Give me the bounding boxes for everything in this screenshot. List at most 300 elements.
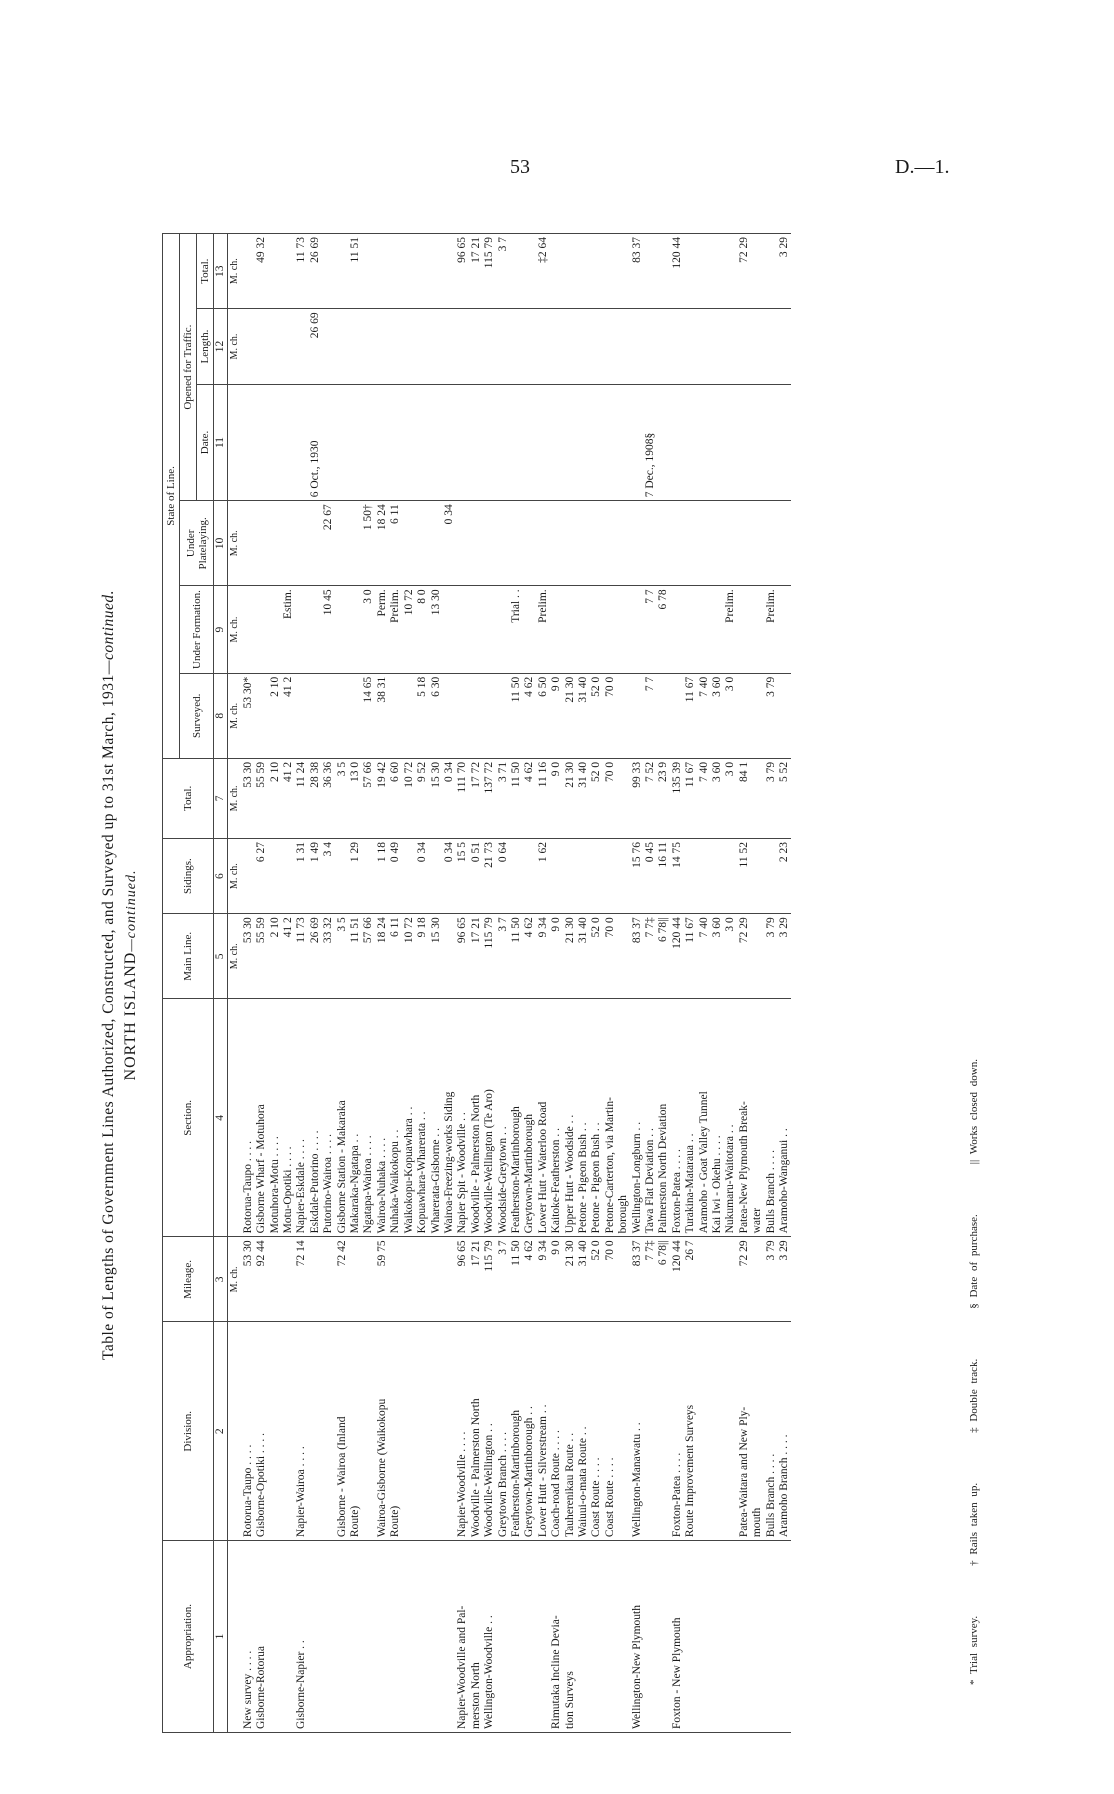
table-row (416, 234, 429, 1733)
table-cell (631, 586, 644, 673)
table-cell: 3 0 (724, 758, 737, 838)
table-cell (456, 309, 469, 384)
table-cell: 53 30 (242, 1237, 255, 1322)
table-cell (403, 1541, 416, 1733)
table-cell (698, 384, 711, 501)
table-cell: Kaitoke-Featherston . . (550, 999, 563, 1237)
table-cell: 31 40 (577, 914, 590, 999)
table-cell: 11 73 (295, 234, 308, 309)
table-cell: 70 0 (604, 914, 617, 999)
table-cell (282, 1322, 295, 1541)
table-cell (590, 384, 603, 501)
table-row (698, 234, 711, 1733)
table-cell (604, 838, 617, 913)
table-cell (497, 309, 510, 384)
table-cell: 0 34 (443, 758, 456, 838)
table-cell: 15 30 (430, 914, 443, 999)
table-cell: Coast Route . . . . (604, 1322, 617, 1541)
table-cell: 5 52 (778, 758, 791, 838)
table-cell: 36 36 (322, 758, 335, 838)
table-cell: 53 30 (242, 758, 255, 838)
table-cell: Motuhora-Motu . . . . (269, 999, 282, 1237)
table-cell (590, 838, 603, 913)
table-cell (309, 673, 322, 758)
table-cell (724, 309, 737, 384)
table-cell (724, 838, 737, 913)
table-cell (336, 234, 349, 309)
table-cell: Rimutaka Incline Devia- (550, 1541, 563, 1733)
table-cell: 59 75 (376, 1237, 389, 1322)
table-cell: Woodville - Palmerston North (470, 1322, 483, 1541)
header-state-of-line: State of Line. (163, 234, 180, 759)
table-cell: 53 30* (242, 673, 255, 758)
col-num: 7 (214, 758, 228, 838)
table-cell (309, 501, 322, 586)
table-cell (644, 501, 657, 586)
col-num: 6 (214, 838, 228, 913)
table-cell: 17 72 (470, 758, 483, 838)
table-cell (497, 673, 510, 758)
table-cell: Greytown-Martinborough . . (523, 1322, 536, 1541)
table-cell: 6 27 (255, 838, 268, 913)
table-cell: 49 32 (255, 234, 268, 309)
table-cell (550, 501, 563, 586)
table-cell: 7 40 (698, 758, 711, 838)
table-cell: 11 52 (738, 838, 751, 913)
table-cell: 26 69 (309, 234, 322, 309)
table-cell: Upper Hutt - Woodside . . (564, 999, 577, 1237)
table-cell (349, 501, 362, 586)
table-cell (604, 501, 617, 586)
table-cell: 3 71 (497, 758, 510, 838)
table-row (537, 234, 550, 1733)
table-cell (711, 838, 724, 913)
table-cell: 3 5 (336, 914, 349, 999)
table-cell: 10 72 (403, 914, 416, 999)
table-cell: 3 7 (497, 1237, 510, 1322)
table-cell (336, 384, 349, 501)
table-cell (403, 309, 416, 384)
table-row (657, 234, 670, 1733)
table-cell (564, 384, 577, 501)
table-cell: 3 60 (711, 914, 724, 999)
table-cell (269, 234, 282, 309)
table-cell (604, 586, 617, 673)
table-cell: 57 66 (362, 758, 375, 838)
table-cell (255, 309, 268, 384)
table-cell: Motu-Opotiki . . . . (282, 999, 295, 1237)
table-cell (711, 1237, 724, 1322)
table-cell (765, 309, 778, 384)
table-cell: 52 0 (590, 914, 603, 999)
table-cell (309, 586, 322, 673)
table-cell: Perm. (376, 586, 389, 673)
table-cell: 17 21 (470, 914, 483, 999)
table-cell (751, 1541, 764, 1733)
table-title: Table of Lengths of Government Lines Authorized, Constructed, and Surveyed up to 31st March, 1931—continued. (100, 589, 117, 1361)
table-cell: Gisborne-Opotiki . . . . (255, 1322, 268, 1541)
table-cell (269, 309, 282, 384)
table-cell (577, 384, 590, 501)
table-cell: merston North (470, 1541, 483, 1733)
table-cell: 92 44 (255, 1237, 268, 1322)
table-cell (523, 838, 536, 913)
table-cell (269, 1322, 282, 1541)
table-cell: 11 67 (684, 758, 697, 838)
table-cell (604, 1541, 617, 1733)
table-cell: 17 21 (470, 1237, 483, 1322)
table-cell (349, 384, 362, 501)
table-cell (537, 501, 550, 586)
table-cell (483, 384, 496, 501)
table-cell: 9 52 (416, 758, 429, 838)
table-cell: 11 50 (510, 758, 523, 838)
table-cell (242, 234, 255, 309)
table-cell: tion Surveys (564, 1541, 577, 1733)
table-cell (282, 1541, 295, 1733)
table-cell (671, 586, 684, 673)
table-cell (604, 309, 617, 384)
table-row (738, 234, 751, 1733)
table-cell: Petone - Pigeon Bush . . (590, 999, 603, 1237)
table-row (617, 234, 630, 1733)
col-num: 8 (214, 673, 228, 758)
table-cell (550, 309, 563, 384)
table-cell (751, 586, 764, 673)
table-cell (738, 384, 751, 501)
col-num: 12 (214, 309, 228, 384)
table-cell: 28 38 (309, 758, 322, 838)
table-cell: 3 5 (336, 758, 349, 838)
table-row (282, 234, 295, 1733)
table-cell: Waiuui-o-mata Route . . (577, 1322, 590, 1541)
table-row (309, 234, 322, 1733)
table-cell: 9 34 (537, 1237, 550, 1322)
table-cell (711, 234, 724, 309)
table-cell (684, 501, 697, 586)
table-cell (282, 501, 295, 586)
table-cell: 55 59 (255, 758, 268, 838)
table-cell (389, 1541, 402, 1733)
table-cell: 31 40 (577, 673, 590, 758)
table-cell (269, 838, 282, 913)
table-cell (242, 838, 255, 913)
header-total-opened: Total. (197, 234, 214, 309)
table-cell (430, 384, 443, 501)
table-cell (657, 384, 670, 501)
table-cell: 6 11 (389, 914, 402, 999)
table-cell (711, 586, 724, 673)
table-cell (416, 501, 429, 586)
table-cell: 5 18 (416, 673, 429, 758)
table-cell (282, 838, 295, 913)
table-cell: 3 0 (362, 586, 375, 673)
table-cell: Waikokopu-Kopuawhara . . (403, 999, 416, 1237)
table-cell (362, 1322, 375, 1541)
table-cell: 13 0 (349, 758, 362, 838)
table-cell (255, 501, 268, 586)
table-cell: 115 79 (483, 914, 496, 999)
table-cell: 1 31 (295, 838, 308, 913)
table-cell (430, 1237, 443, 1322)
table-cell (590, 586, 603, 673)
col-num: 1 (214, 1541, 228, 1733)
table-cell (671, 501, 684, 586)
table-cell: 6 78 (657, 586, 670, 673)
table-cell (443, 234, 456, 309)
table-cell: 96 65 (456, 234, 469, 309)
table-cell: Napier-Woodville . . . . (456, 1322, 469, 1541)
unit-row (228, 234, 242, 1733)
table-cell (590, 1541, 603, 1733)
table-cell (537, 384, 550, 501)
table-cell (724, 1322, 737, 1541)
table-cell: Wairoa-Freezing-works Siding (443, 999, 456, 1237)
table-cell (671, 384, 684, 501)
table-cell (242, 309, 255, 384)
table-cell: Foxton-Patea . . . . (671, 1322, 684, 1541)
table-cell: 3 29 (778, 1237, 791, 1322)
table-row (362, 234, 375, 1733)
table-cell (738, 673, 751, 758)
table-cell (497, 586, 510, 673)
table-cell (751, 1237, 764, 1322)
table-cell (470, 673, 483, 758)
table-cell: 3 29 (778, 914, 791, 999)
table-cell: 120 44 (671, 1237, 684, 1322)
table-row (523, 234, 536, 1733)
table-cell (698, 586, 711, 673)
table-cell (617, 501, 630, 586)
table-cell (778, 384, 791, 501)
table-cell: 4 62 (523, 673, 536, 758)
table-cell (698, 309, 711, 384)
table-row (483, 234, 496, 1733)
table-cell: Prelim. (765, 586, 778, 673)
table-cell: 70 0 (604, 673, 617, 758)
table-cell: 41 2 (282, 914, 295, 999)
header-appropriation: Appropriation. (163, 1541, 214, 1733)
table-cell (362, 234, 375, 309)
table-cell (483, 586, 496, 673)
col-num: 4 (214, 999, 228, 1237)
table-cell (510, 838, 523, 913)
table-cell: Wellington-Manawatu . . (631, 1322, 644, 1541)
table-cell (389, 309, 402, 384)
table-cell (416, 234, 429, 309)
table-cell (564, 501, 577, 586)
table-cell: 17 21 (470, 234, 483, 309)
table-cell: 2 23 (778, 838, 791, 913)
table-cell (362, 1541, 375, 1733)
table-cell: Aramoho Branch . . . . (778, 1322, 791, 1541)
table-cell: Napier-Eskdale . . . . (295, 999, 308, 1237)
table-row (778, 234, 791, 1733)
table-cell (751, 501, 764, 586)
table-cell (577, 501, 590, 586)
table-cell: Patea-Waitara and New Ply- (738, 1322, 751, 1541)
table-row (751, 234, 764, 1733)
table-cell (778, 586, 791, 673)
table-cell: 7 7 (644, 673, 657, 758)
table-cell: 0 45 (644, 838, 657, 913)
table-cell (537, 1541, 550, 1733)
table-cell (724, 234, 737, 309)
table-cell (577, 309, 590, 384)
header-surveyed: Surveyed. (180, 673, 214, 758)
table-cell (631, 384, 644, 501)
table-cell (336, 838, 349, 913)
table-cell (269, 384, 282, 501)
table-cell (564, 309, 577, 384)
table-cell: 3 7 (497, 234, 510, 309)
table-cell (765, 501, 778, 586)
table-cell (430, 1541, 443, 1733)
table-cell: Putorino-Wairoa . . . . (322, 999, 335, 1237)
footnote: * Trial survey. (968, 1615, 980, 1685)
table-cell (403, 1322, 416, 1541)
table-cell (416, 1541, 429, 1733)
table-cell: 7 Dec., 1908§ (644, 384, 657, 501)
table-cell: Featherston-Martinborough (510, 1322, 523, 1541)
table-subtitle: NORTH ISLAND—continued. (122, 869, 139, 1081)
table-cell (671, 309, 684, 384)
table-cell: Greytown Branch . . . . (497, 1322, 510, 1541)
table-cell: 72 29 (738, 1237, 751, 1322)
table-cell (644, 309, 657, 384)
table-cell (403, 501, 416, 586)
table-cell (523, 309, 536, 384)
table-cell: Woodville - Palmerston North (470, 999, 483, 1237)
table-cell (362, 838, 375, 913)
table-cell (456, 384, 469, 501)
table-cell: 41 2 (282, 673, 295, 758)
table-cell: 120 44 (671, 914, 684, 999)
table-cell: 11 67 (684, 673, 697, 758)
table-cell (483, 501, 496, 586)
table-cell (336, 1541, 349, 1733)
table-cell: Eskdale-Putorino . . . . (309, 999, 322, 1237)
table-cell: 26 7 (684, 1237, 697, 1322)
table-cell: 31 40 (577, 1237, 590, 1322)
table-row (510, 234, 523, 1733)
table-cell (698, 1237, 711, 1322)
table-cell (711, 309, 724, 384)
table-cell: 38 31 (376, 673, 389, 758)
table-cell (765, 384, 778, 501)
table-cell (657, 234, 670, 309)
table-cell: Wellington-New Plymouth (631, 1541, 644, 1733)
header-date: Date. (197, 384, 214, 501)
table-cell: water (751, 999, 764, 1237)
table-cell: Gisborne-Napier . . (295, 1541, 308, 1733)
table-cell (751, 234, 764, 309)
table-cell (269, 586, 282, 673)
table-cell (456, 673, 469, 758)
table-cell: 13 30 (430, 586, 443, 673)
header-total: Total. (163, 758, 214, 838)
table-row (631, 234, 644, 1733)
table-cell (644, 234, 657, 309)
table-cell: 19 42 (376, 758, 389, 838)
table-cell: Patea-New Plymouth Break- (738, 999, 751, 1237)
table-cell: 31 40 (577, 758, 590, 838)
table-cell (349, 586, 362, 673)
table-cell: 52 0 (590, 758, 603, 838)
table-cell: 70 0 (604, 758, 617, 838)
table-row (349, 234, 362, 1733)
table-cell (483, 309, 496, 384)
table-cell: 72 14 (295, 1237, 308, 1322)
table-cell (470, 309, 483, 384)
table-cell: 10 72 (403, 758, 416, 838)
table-cell (322, 384, 335, 501)
table-cell (765, 1541, 778, 1733)
table-cell (349, 309, 362, 384)
table-cell (751, 758, 764, 838)
table-cell (657, 673, 670, 758)
table-cell (255, 673, 268, 758)
table-cell (456, 586, 469, 673)
table-cell (376, 384, 389, 501)
table-cell: Route) (349, 1322, 362, 1541)
table-cell (376, 234, 389, 309)
unit-label: M. ch. (228, 234, 242, 309)
table-cell: 0 64 (497, 838, 510, 913)
table-cell: Foxton-Patea . . . . (671, 999, 684, 1237)
table-cell (617, 1237, 630, 1322)
table-cell (470, 384, 483, 501)
table-cell (470, 501, 483, 586)
table-cell (604, 234, 617, 309)
table-cell (684, 1541, 697, 1733)
table-cell (523, 384, 536, 501)
table-cell (698, 501, 711, 586)
table-cell: New survey . . . . (242, 1541, 255, 1733)
table-cell: 96 65 (456, 1237, 469, 1322)
table-cell: 3 7 (497, 914, 510, 999)
table-cell (403, 838, 416, 913)
col-num: 13 (214, 234, 228, 309)
table-cell (537, 309, 550, 384)
table-cell (644, 1541, 657, 1733)
table-row (269, 234, 282, 1733)
table-cell (564, 234, 577, 309)
table-cell: 41 2 (282, 758, 295, 838)
table-cell (510, 1541, 523, 1733)
table-row (671, 234, 684, 1733)
table-cell (282, 1237, 295, 1322)
table-cell (255, 384, 268, 501)
table-cell (282, 309, 295, 384)
table-cell (282, 384, 295, 501)
table-cell (443, 1237, 456, 1322)
table-cell: Aramoho-Wanganui . . (778, 999, 791, 1237)
table-cell (657, 309, 670, 384)
table-cell: Coach-road Route . . . . (550, 1322, 563, 1541)
table-cell: Woodside-Greytown . . (497, 999, 510, 1237)
header-section: Section. (163, 999, 214, 1237)
table-cell: 6 11 (389, 501, 402, 586)
table-cell: 15 76 (631, 838, 644, 913)
table-cell: 72 29 (738, 914, 751, 999)
table-cell: borough (617, 999, 630, 1237)
table-cell: 9 0 (550, 758, 563, 838)
table-cell (403, 673, 416, 758)
table-cell (443, 586, 456, 673)
unit-label: M. ch. (228, 586, 242, 673)
table-row (443, 234, 456, 1733)
